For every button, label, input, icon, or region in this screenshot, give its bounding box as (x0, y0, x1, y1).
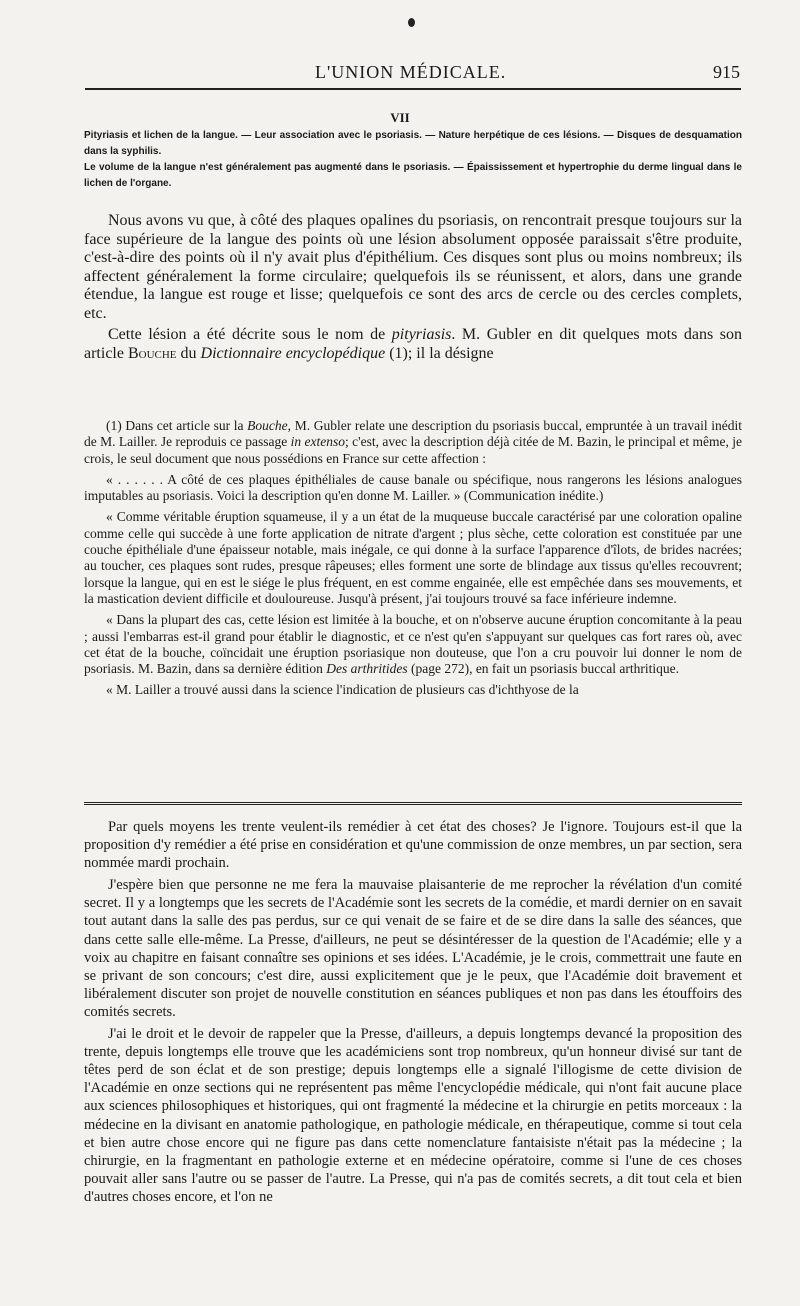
footnote-paragraph: « M. Lailler a trouvé aussi dans la science l'indication de plusieurs cas d'ichthyose de la (106, 682, 579, 698)
summary-line: Pityriasis et lichen de la langue. — Leur association avec le psoriasis. — Nature herpétique de ces lésions. — Disques de desquamation dans la syphilis. (84, 130, 742, 157)
section-summary (84, 128, 742, 192)
footnote-paragraph (84, 418, 742, 467)
summary-line: Le volume de la langue n'est généralement pas augmenté dans le psoriasis. — Épaississement et hypertrophie du derme lingual dans le lichen de l'organe. (84, 162, 742, 189)
footnote-paragraph: « Comme véritable éruption squameuse, il y a un état de la muqueuse buccale caractérisé par une coloration opaline comme celle qui succède à une forte application de nitrate d'argent ; plus sèche, cette coloration est constituée par une couche épithéliale d'une épaisseur notable, mais inégale, ce qui donne à la surface l'apparence d'îlots, de brides nacrées; au toucher, ces plaques sont rudes, presque râpeuses; elles forment une sorte de blindage aux tissus qu'elles recouvrent; lorsque la langue, qui en est le siége le plus fréquent, en est comme engainée, elle est empêchée dans ses mouvements, et la mastication devient difficile et douloureuse. Jusqu'à présent, j'ai toujours trouvé sa face inférieure indemne. (84, 509, 742, 606)
main-text (84, 212, 742, 366)
smallcaps-term: Bouche (127, 344, 177, 362)
italic-term: Dictionnaire encyclopédique (200, 344, 386, 362)
footnote (84, 418, 742, 704)
paragraph: Par quels moyens les trente veulent-ils remédier à cet état des choses? Je l'ignore. Toujours est-il que la proposition d'y remédier a été prise en considération et qu'une commission de onze membres, un par section, sera nommée mardi prochain. (84, 819, 742, 872)
italic-term: pityriasis (391, 326, 452, 343)
ink-dot (408, 18, 415, 27)
text-run: . M. Gubler en dit quelques mots dans son article (84, 326, 742, 362)
text-run: (1) Dans cet article sur la (106, 418, 248, 433)
footnote-paragraph: « . . . . . . A côté de ces plaques épithéliales de cause banale ou spécifique, nous rangerons les lésions analogues imputables au psoriasis. Voici la description qu'en donne M. Lailler. » (Communication inédite.) (84, 471, 742, 504)
section-number: VII (390, 110, 410, 125)
text-run: ; c'est, avec la description déjà citée de M. Bazin, le principal et même, je crois, le seul document que nous possédions en France sur cette affection : (84, 434, 742, 466)
italic-term: in extenso (290, 434, 346, 450)
text-run: (page 272), en fait un psoriasis buccal arthritique. (407, 661, 680, 677)
italic-term: Des arthritides (326, 661, 408, 677)
paragraph: J'espère bien que personne ne me fera la mauvaise plaisanterie de me reprocher la révélation d'un comité secret. Il y a longtemps que les secrets de l'Académie sont les secrets de la comédie, et mardi dernier on en savait tout autant dans la salle des pas perdus, sur ce qui venait de se faire et de se dire dans la salle des séances, que dans cette salle elle-même. La Presse, d'ailleurs, ne peut se désintéresser de la question de l'Académie; elle y a voix au chapitre en faisant connaître ses opinions et ses idées. L'Académie, je le crois, commettrait une faute en se privant de son concours; c'est dire, aussi explicitement que je le peux, que l'Académie doit bravement et libéralement discuter son projet de nouvelle constitution en séances publiques et non pas dans les étouffoirs des comités secrets. (84, 877, 742, 1020)
page-number: 915 (713, 62, 740, 82)
running-header (90, 62, 740, 84)
paragraph: Nous avons vu que, à côté des plaques opalines du psoriasis, on rencontrait presque toujours sur la face supérieure de la langue des points où une lésion absolument opposée paraissait s'être produite, c'est-à-dire des points où il n'y avait plus d'épithélium. Ces disques sont plus ou moins nombreux; ils affectent généralement la forme circulaire; quelquefois ils se réunissent, et alors, dans une grande étendue, la langue est rouge et lisse; quelquefois ce sont des arcs de cercle ou des cercles complets, etc. (84, 212, 742, 322)
journal-title: L'UNION MÉDICALE. (315, 62, 507, 82)
text-run: « Dans la plupart des cas, cette lésion est limitée à la bouche, et on n'observe aucune éruption concomitante à la peau ; aussi l'embarras est-il grand pour établir le diagnostic, et ce n'est qu'en s'appuyant sur quelques cas fort rares où, avec cet état de la bouche, coïncidait une éruption psoriasique non douteuse, que l'on a cru pouvoir lui donner le nom de psoriasis. M. Bazin, dans sa dernière édition (84, 612, 742, 677)
paragraph (84, 326, 742, 363)
text-run: du (176, 344, 201, 362)
footnote-paragraph (84, 612, 742, 677)
header-rule (85, 88, 741, 90)
text-run: , M. Gubler relate une description du psoriasis buccal, empruntée à un travail inédit de M. Lailler. Je reproduis ce passage (84, 418, 743, 450)
text-run: (1); il la désigne (385, 344, 494, 362)
italic-term: Bouche (247, 418, 288, 433)
text-run: Cette lésion a été décrite sous le nom de (108, 326, 392, 343)
paragraph: J'ai le droit et le devoir de rappeler que la Presse, d'ailleurs, a depuis longtemps devancé la proposition des trente, depuis longtemps elle trouve que les académiciens sont trop nombreux, qu'un honneur divisé sur tant de têtes perd de son éclat et de son prestige; depuis longtemps elle a signalé l'illogisme de cette division de l'Académie en onze sections qui ne représentent pas même l'encyclopédie médicale, qui n'ont fait aucune place aux sciences philosophiques et historiques, qui ont fragmenté la médecine et la chirurgie en petits morceaux : la médecine en la divisant en anatomie pathologique, en pathologie médicale, en thérapeutique, comme si tout cela et bien autre chose encore qui ne figure pas dans cette nomenclature fantaisiste n'était pas la médecine ; la chirurgie, en la fragmentant en pathologie externe et en médecine opératoire, comme si l'une de ces choses pouvait aller sans l'autre ou se passer de l'autre. La Presse, qui n'a pas de comités secrets, a dit tout cela et bien d'autres choses encore, et l'on ne (84, 1026, 742, 1205)
section-divider (84, 802, 742, 805)
feuilleton-text (84, 818, 742, 1210)
